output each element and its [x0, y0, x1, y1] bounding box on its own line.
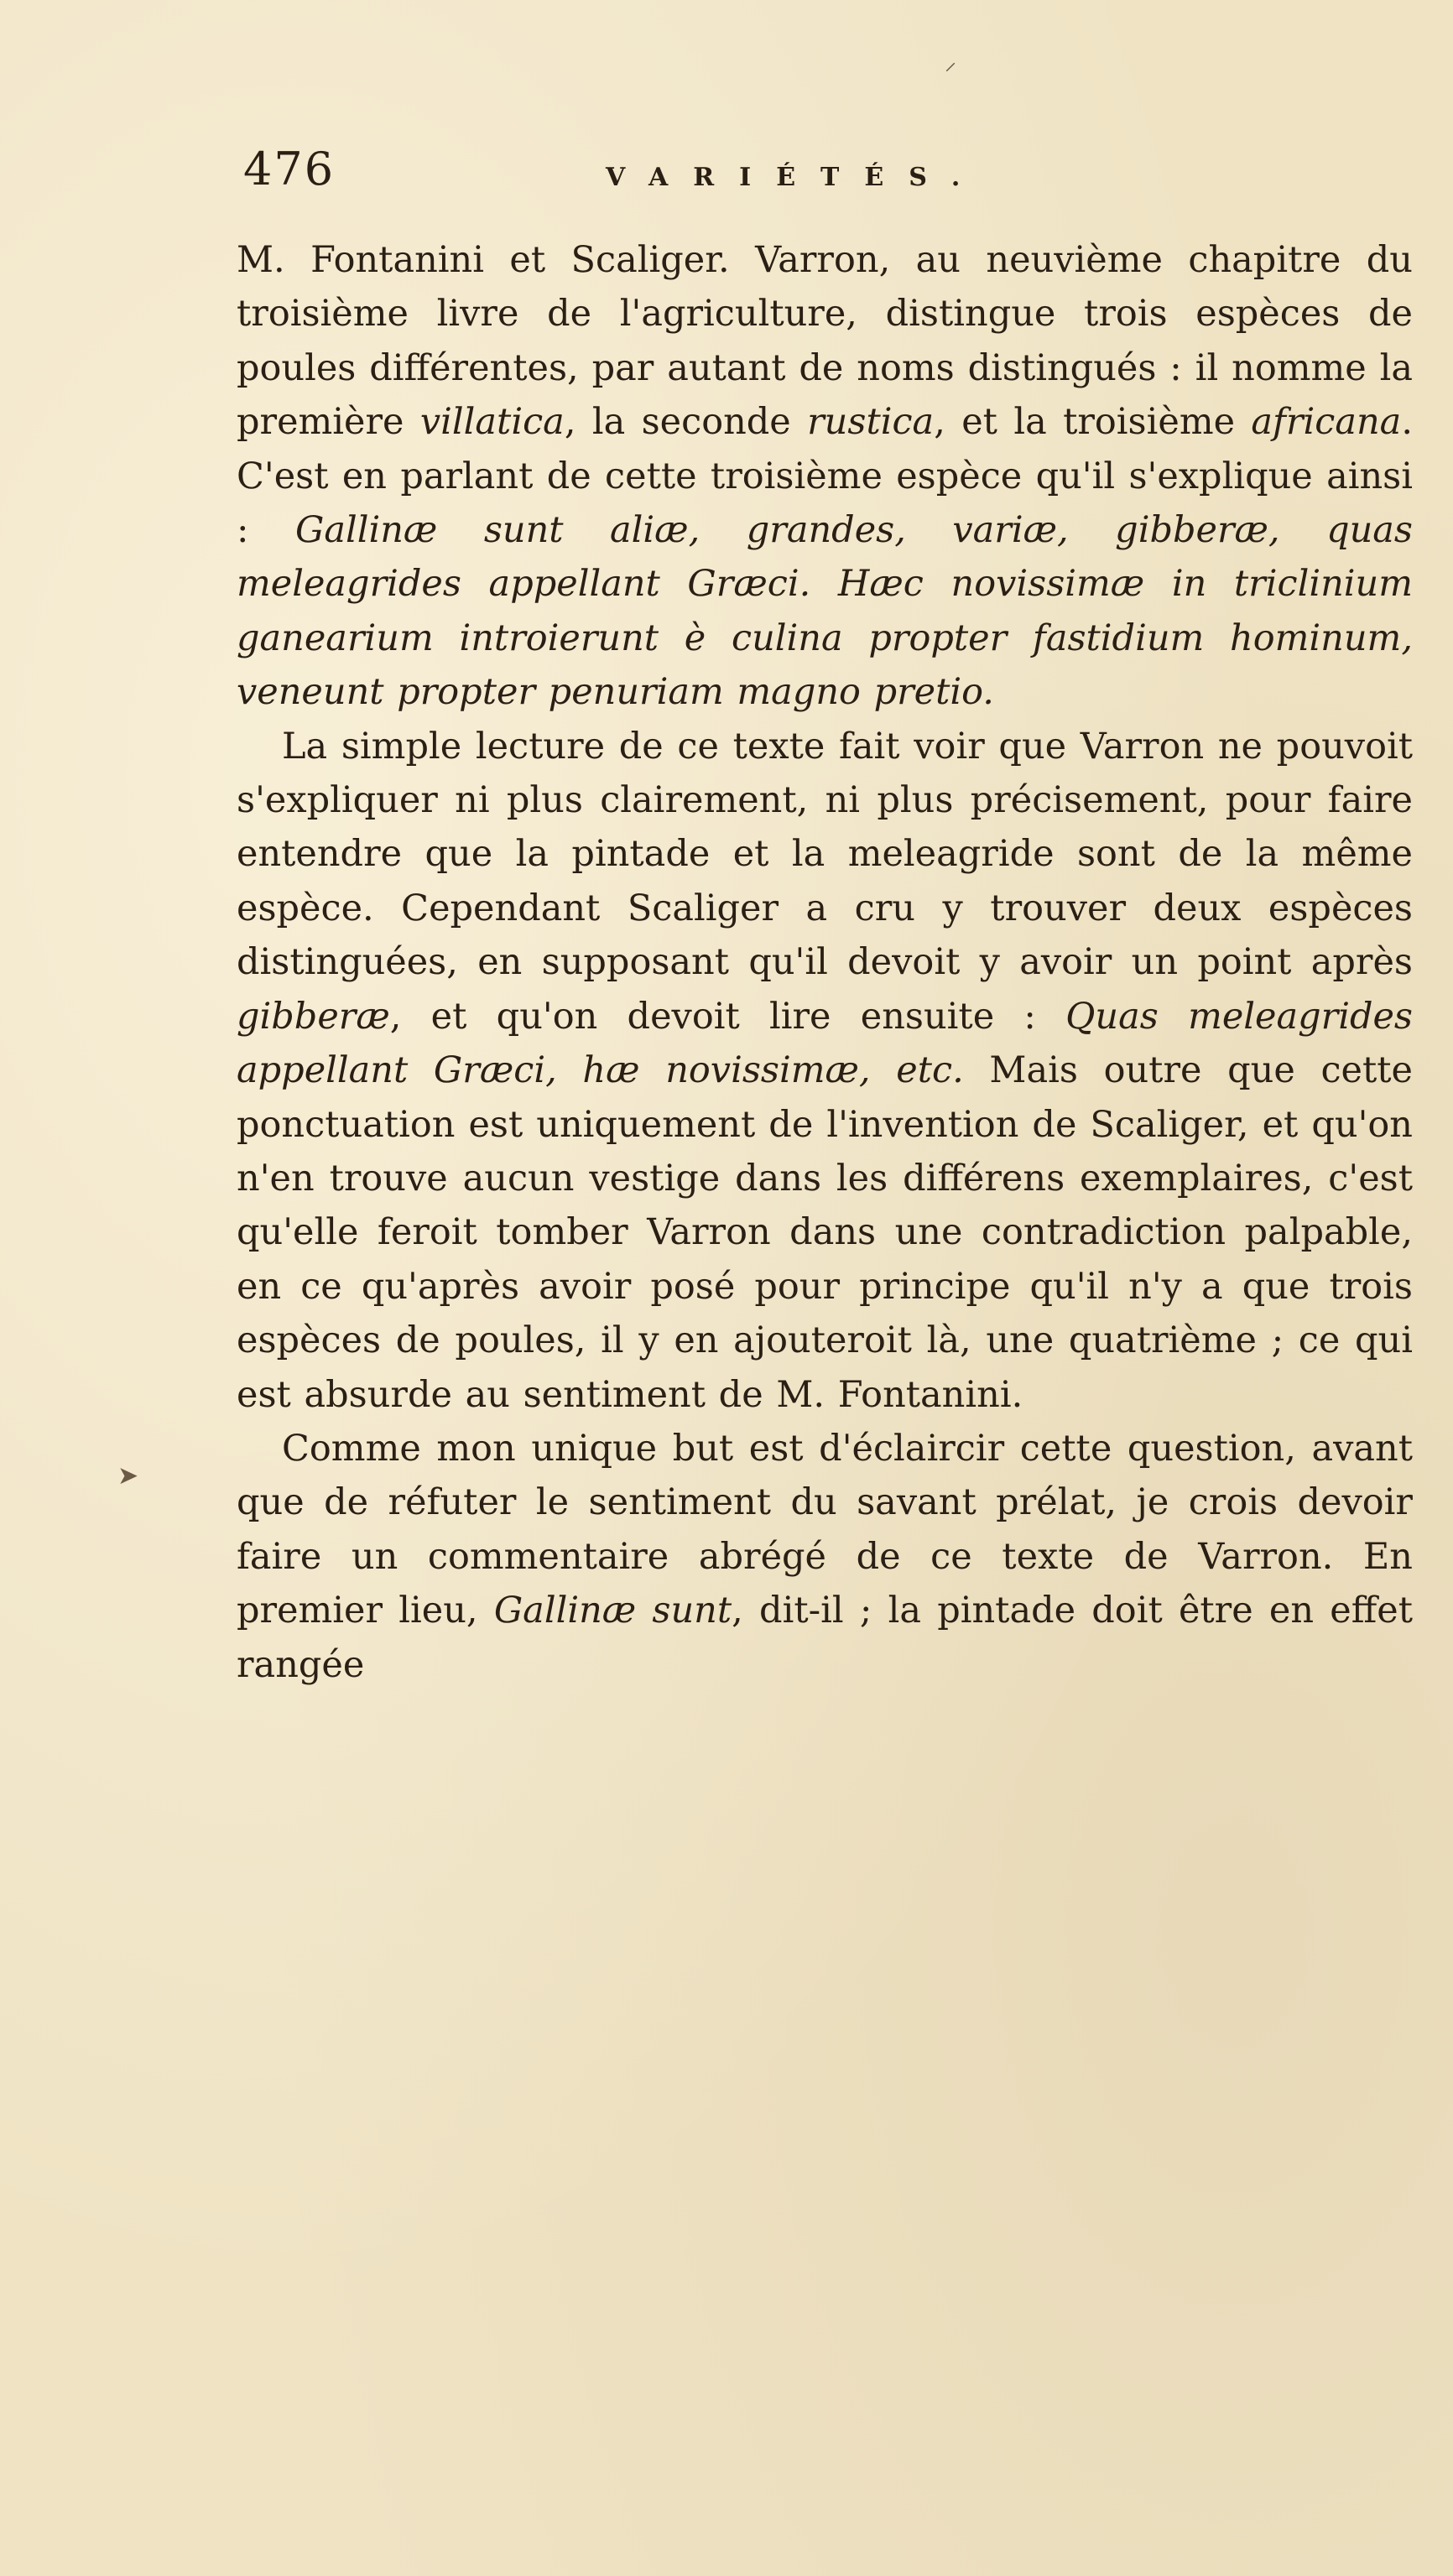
- latin-term: gibberæ: [237, 995, 390, 1038]
- margin-mark: ➤: [117, 1461, 139, 1491]
- text-run: La simple lecture de ce texte fait voir que Varron ne pouvoit s'expliquer ni plus clairement, ni plus précisement, pour faire entendre que la pintade et la meleagride sont de la même espèce. Cependant Scaliger a cru y trouver deux espèces distinguées, en supposant qu'il devoit y avoir un point après: [237, 725, 1413, 984]
- latin-quotation: Gallinæ sunt aliæ, grandes, variæ, gibberæ, quas meleagrides appellant Græci. Hæc novissimæ in triclinium ganearium introierunt è culina propter fastidium hominum, veneunt propter penuriam magno pretio.: [237, 509, 1413, 714]
- text-run: , la seconde: [564, 401, 808, 444]
- page-number: 476: [243, 143, 336, 195]
- paragraph: [237, 1422, 1413, 1692]
- body-text: [237, 233, 1413, 1692]
- text-run: Comme mon unique but est d'éclaircir cette question, avant que de réfuter le sentiment du savant prélat, je crois devoir faire un commentaire abrégé de ce texte de Varron. En premier lieu,: [237, 1427, 1413, 1632]
- text-run: , et qu'on devoit lire ensuite :: [389, 995, 1066, 1038]
- latin-quotation: Quas meleagrides appellant Græci, hæ novissimæ, etc.: [237, 995, 1413, 1092]
- text-run: . C'est en parlant de cette troisième espèce qu'il s'explique ainsi :: [237, 401, 1413, 552]
- running-title: VARIÉTÉS.: [606, 163, 986, 192]
- text-run: , dit-il ; la pintade doit être en effet rangée: [237, 1590, 1413, 1686]
- latin-term: Gallinæ sunt: [493, 1590, 732, 1632]
- page-header: [237, 134, 1210, 210]
- text-run: Mais outre que cette ponctuation est uniquement de l'invention de Scaliger, et qu'on n'en trouve aucun vestige dans les différens exemplaires, c'est qu'elle feroit tomber Varron dans une contradiction palpable, en ce qu'après avoir posé pour principe qu'il n'y a que trois espèces de poules, il y en ajouteroit là, une quatrième ; ce qui est absurde au sentiment de M. Fontanini.: [237, 1049, 1413, 1416]
- latin-term: africana: [1251, 401, 1402, 444]
- latin-term: rustica: [807, 401, 935, 444]
- text-run: M. Fontanini et Scaliger. Varron, au neuvième chapitre du troisième livre de l'agriculture, distingue trois espèces de poules différentes, par autant de noms distingués : il nomme la première: [237, 239, 1413, 444]
- ink-speck: ⸝: [945, 48, 957, 75]
- text-run: , et la troisième: [934, 401, 1252, 444]
- paragraph: [237, 720, 1413, 1422]
- latin-term: villatica: [419, 401, 565, 444]
- paragraph-continuation: [237, 233, 1413, 720]
